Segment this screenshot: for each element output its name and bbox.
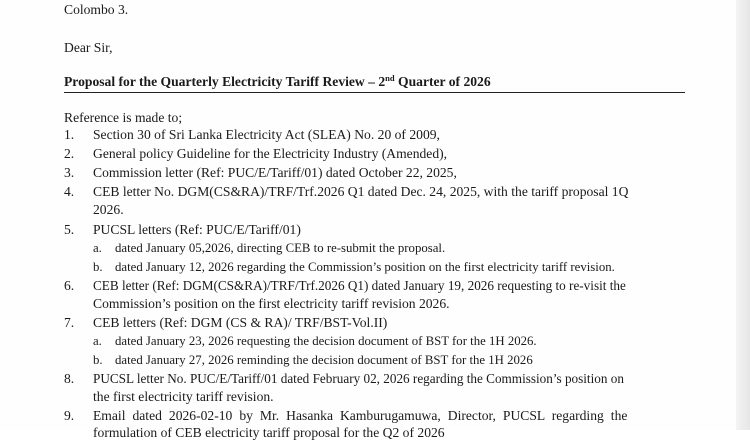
reference-text-continued: the first electricity tariff revision. xyxy=(93,389,274,404)
reference-text-continued: formulation of CEB electricity tariff proposal for the Q2 of 2026 xyxy=(93,425,445,440)
reference-number: 8. xyxy=(64,371,75,386)
reference-text: CEB letters (Ref: DGM (CS & RA)/ TRF/BST-Vol.II) xyxy=(93,315,388,330)
reference-number: 4. xyxy=(64,184,75,199)
reference-text: CEB letter No. DGM(CS&RA)/TRF/Trf.2026 Q1 dated Dec. 24, 2025, with the tariff proposal 1Q xyxy=(93,184,629,199)
reference-text: General policy Guideline for the Electricity Industry (Amended), xyxy=(93,146,448,161)
page-edge-shadow xyxy=(736,0,750,430)
reference-text: Section 30 of Sri Lanka Electricity Act (SLEA) No. 20 of 2009, xyxy=(93,127,440,142)
subject-superscript: nd xyxy=(385,73,395,83)
reference-number: 2. xyxy=(64,146,75,161)
reference-number: 1. xyxy=(64,127,75,142)
reference-number: 9. xyxy=(64,408,75,423)
reference-text: Email dated 2026-02-10 by Mr. Hasanka Kamburugamuwa, Director, PUCSL regarding the xyxy=(93,408,628,423)
salutation: Dear Sir, xyxy=(64,40,113,55)
subject-prefix: Proposal for the Quarterly Electricity Tariff Review – 2 xyxy=(64,74,386,89)
reference-text: PUCSL letters (Ref: PUC/E/Tariff/01) xyxy=(93,222,301,237)
sub-reference-text: dated January 05,2026, directing CEB to re-submit the proposal. xyxy=(115,241,446,255)
sub-reference-text: dated January 23, 2026 requesting the decision document of BST for the 1H 2026. xyxy=(115,334,537,348)
address-line: Colombo 3. xyxy=(64,2,129,17)
subject-heading xyxy=(64,74,491,90)
sub-reference-letter: b. xyxy=(93,260,103,274)
sub-reference-letter: a. xyxy=(93,334,102,348)
reference-text: Commission letter (Ref: PUC/E/Tariff/01) dated October 22, 2025, xyxy=(93,165,457,180)
sub-reference-letter: a. xyxy=(93,241,102,255)
reference-text: PUCSL letter No. PUC/E/Tariff/01 dated February 02, 2026 regarding the Commission’s position on xyxy=(93,371,624,386)
reference-text: CEB letter (Ref: DGM(CS&RA)/TRF/Trf.2026 Q1) dated January 19, 2026 requesting to re-visit the xyxy=(93,278,626,293)
reference-number: 5. xyxy=(64,222,75,237)
reference-number: 3. xyxy=(64,165,75,180)
subject-suffix: Quarter of 2026 xyxy=(394,74,491,89)
sub-reference-text: dated January 27, 2026 reminding the decision document of BST for the 1H 2026 xyxy=(115,353,533,367)
sub-reference-text: dated January 12, 2026 regarding the Commission’s position on the first electricity tariff revision. xyxy=(115,260,615,274)
reference-number: 7. xyxy=(64,315,75,330)
reference-text-continued: 2026. xyxy=(93,202,124,217)
reference-text-continued: Commission’s position on the first electricity tariff revision 2026. xyxy=(93,296,450,311)
reference-intro: Reference is made to; xyxy=(64,110,183,125)
sub-reference-letter: b. xyxy=(93,353,103,367)
reference-number: 6. xyxy=(64,278,75,293)
subject-underline xyxy=(64,92,685,93)
